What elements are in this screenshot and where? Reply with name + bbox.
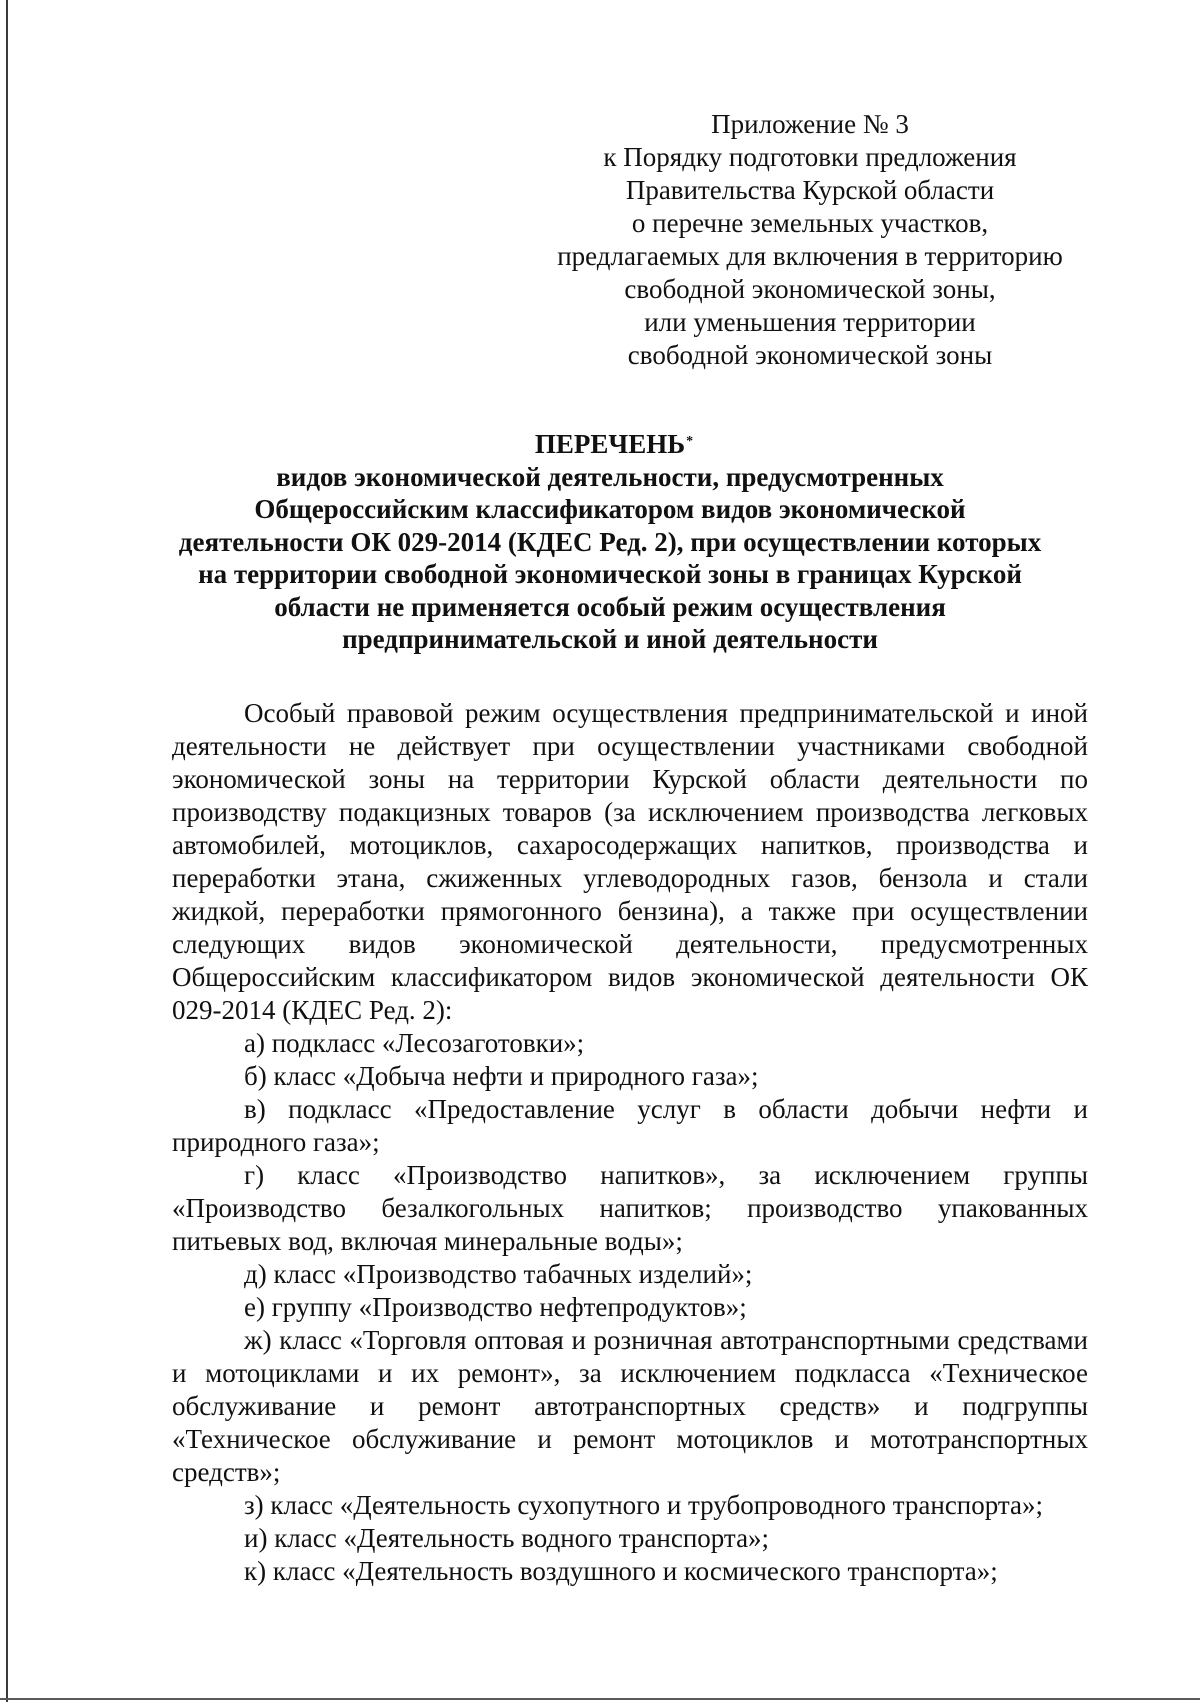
heading-line: видов экономической деятельности, предусмотренных [276,461,944,492]
list-item: к) класс «Деятельность воздушного и космического транспорта»; [244,1556,998,1586]
list-item: и) класс «Деятельность водного транспорта»; [244,1523,770,1553]
heading-line: деятельности ОК 029-2014 (КДЕС Ред. 2), при осуществлении которых [178,526,1042,557]
appendix-line: или уменьшения территории [644,307,976,337]
appendix-header [520,108,1100,372]
document-body [172,697,1088,1588]
list-item: д) класс «Производство табачных изделий»; [244,1259,753,1289]
appendix-line: свободной экономической зоны, [624,274,996,304]
appendix-line: предлагаемых для включения в территорию [557,241,1063,271]
document-title [534,428,694,461]
list-item: а) подкласс «Лесозаготовки»; [244,1028,585,1058]
list-item: е) группу «Производство нефтепродуктов»; [244,1292,747,1322]
heading-line: Общероссийским классификатором видов экономической [254,494,966,524]
heading-line: области не применяется особый режим осуществления [274,591,946,622]
heading-line: предпринимательской и иной деятельности [342,624,878,654]
appendix-line: о перечне земельных участков, [631,208,989,238]
footnote-mark: * [686,434,694,449]
appendix-line: свободной экономической зоны [627,340,993,370]
appendix-line: к Порядку подготовки предложения [603,142,1017,172]
list-item: з) класс «Деятельность сухопутного и трубопроводного транспорта»; [244,1490,1044,1520]
document-heading [150,428,1070,656]
list-item: в) подкласс «Предоставление услуг в области добычи нефти и природного газа»; [172,1094,1088,1157]
list-item: г) класс «Производство напитков», за исключением группы «Производство безалкогольных напитков; производство упакованных питьевых вод, включая минеральные воды»; [172,1160,1088,1256]
list-item: б) класс «Добыча нефти и природного газа»; [244,1061,759,1091]
intro-paragraph: Особый правовой режим осуществления предпринимательской и иной деятельности не действует при осуществлении участниками свободной экономической зоны на территории Курской области деятельности по производству подакцизных товаров (за исключением производства легковых автомобилей, мотоциклов, сахаросодержащих напитков, производства и переработки этана, сжиженных углеводородных газов, бензола и стали жидкой, переработки прямогонного бензина), а также при осуществлении следующих видов экономической деятельности, предусмотренных Общероссийским классификатором видов экономической деятельности ОК 029-2014 (КДЕС Ред. 2): [172,698,1088,1025]
scan-edge-left [6,0,8,1702]
list-item: ж) класс «Торговля оптовая и розничная автотранспортными средствами и мотоциклами и их ремонт», за исключением подкласса «Техническое обслуживание и ремонт автотранспортных средств» и подгруппы «Техническое обслуживание и ремонт мотоциклов и мототранспортных средств»; [172,1325,1088,1487]
appendix-line: Приложение № 3 [711,109,909,139]
heading-line: на территории свободной экономической зоны в границах Курской [198,559,1022,589]
document-title-text: ПЕРЕЧЕНЬ [534,429,686,459]
scan-edge-bottom [0,1698,1200,1700]
appendix-line: Правительства Курской области [625,175,995,205]
